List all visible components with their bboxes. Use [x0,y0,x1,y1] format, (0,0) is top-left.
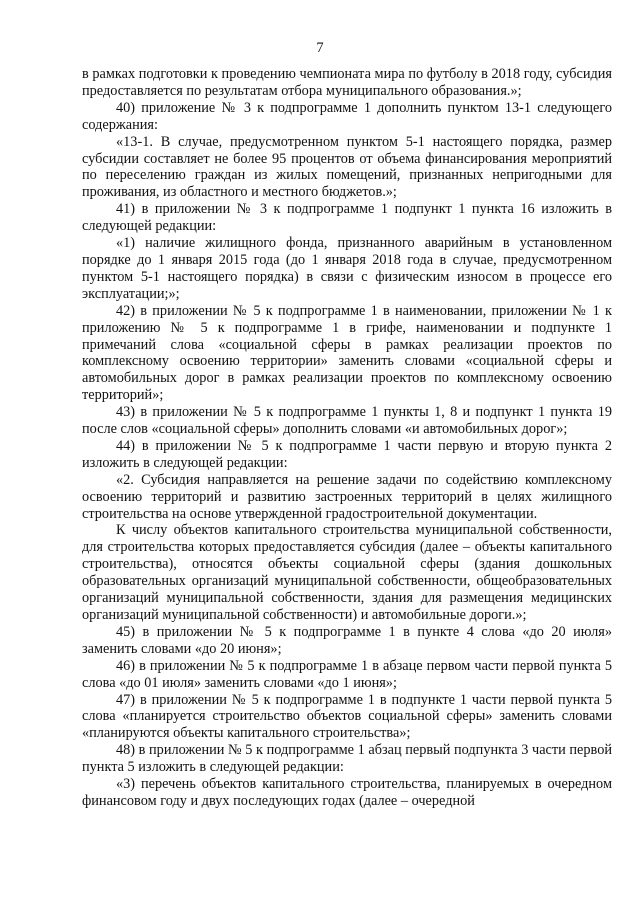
quote-item-2: «2. Субсидия направляется на решение задачи по содействию комплексному освоению территорий и развитию застроенных территорий в целях жилищного строительства на основе утвержденной градостроительной документации. [82,471,612,522]
document-body [82,66,612,810]
paragraph-item-43: 43) в приложении № 5 к подпрограмме 1 пункты 1, 8 и подпункт 1 пункта 19 после слов «социальной сферы» дополнить словами «и автомобильных дорог»; [82,404,612,438]
quote-capital-objects: К числу объектов капитального строительства муниципальной собственности, для строительства которых предоставляется субсидия (далее – объекты капитального строительства), относятся объекты социальной сферы (здания дошкольных образовательных организаций муниципальной собственности, общеобразовательных организаций муниципальной собственности, здания для размещения медицинских организаций муниципальной собственности) и автомобильные дороги.»; [82,522,612,623]
paragraph-item-44: 44) в приложении № 5 к подпрограмме 1 части первую и вторую пункта 2 изложить в следующей редакции: [82,437,612,471]
quote-subitem-3: «3) перечень объектов капитального строительства, планируемых в очередном финансовом году и двух последующих годах (далее – очередной [82,776,612,809]
paragraph-item-47: 47) в приложении № 5 к подпрограмме 1 в подпункте 1 части первой пункта 5 слова «планируется строительство объектов социальной сферы» заменить словами «планируются объекты капитального строительства»; [82,691,612,742]
page-number: 7 [316,40,324,56]
paragraph-item-48: 48) в приложении № 5 к подпрограмме 1 абзац первый подпункта 3 части первой пункта 5 изложить в следующей редакции: [82,742,612,776]
paragraph-item-42: 42) в приложении № 5 к подпрограмме 1 в наименовании, приложении № 1 к приложению № 5 к подпрограмме 1 в грифе, наименовании и подпункте 1 примечаний слова «социальной сферы в рамках реализации проектов по комплексному освоению территории» заменить словами «социальной сферы и автомобильных дорог в рамках реализации проектов по комплексному освоению территорий»; [82,302,612,404]
paragraph-continuation: в рамках подготовки к проведению чемпионата мира по футболу в 2018 году, субсидия предоставляется по результатам отбора муниципального образования.»; [82,66,612,99]
paragraph-item-41: 41) в приложении № 3 к подпрограмме 1 подпункт 1 пункта 16 изложить в следующей редакции: [82,201,612,235]
quote-subitem-1: «1) наличие жилищного фонда, признанного аварийным в установленном порядке до 1 января 2015 года (до 1 января 2018 года в случае, предусмотренном пунктом 5-1 настоящего порядка) в связи с физическим износом в процессе его эксплуатации;»; [82,235,612,302]
paragraph-item-45: 45) в приложении № 5 к подпрограмме 1 в пункте 4 слова «до 20 июля» заменить словами «до 20 июня»; [82,623,612,657]
paragraph-item-40: 40) приложение № 3 к подпрограмме 1 дополнить пунктом 13-1 следующего содержания: [82,99,612,133]
paragraph-item-46: 46) в приложении № 5 к подпрограмме 1 в абзаце первом части первой пункта 5 слова «до 01 июля» заменить словами «до 1 июня»; [82,657,612,691]
quote-13-1: «13-1. В случае, предусмотренном пунктом 5-1 настоящего порядка, размер субсидии составляет не более 95 процентов от объема финансирования мероприятий по переселению граждан из жилых помещений, признанных непригодными для проживания, из областного и местного бюджетов.»; [82,133,612,201]
